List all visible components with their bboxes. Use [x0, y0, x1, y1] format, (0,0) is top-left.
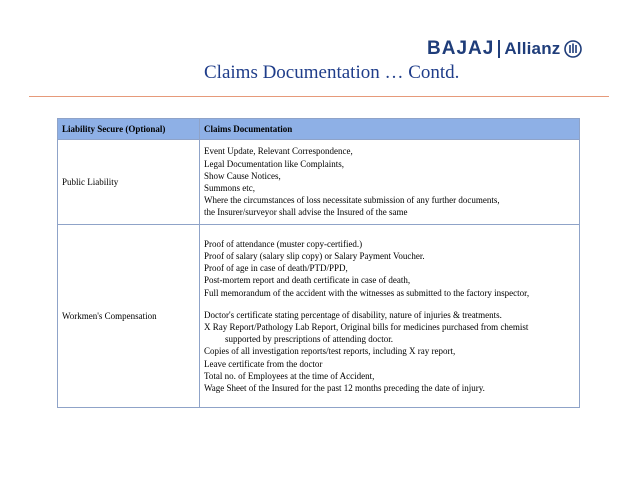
doc-line: Copies of all investigation reports/test reports, including X ray report,	[204, 346, 456, 357]
doc-line: Leave certificate from the doctor	[204, 358, 323, 369]
column-header-liability: Liability Secure (Optional)	[58, 119, 200, 140]
doc-line: Legal Documentation like Complaints,	[204, 158, 344, 169]
bajaj-allianz-logo	[427, 38, 582, 60]
page-title: Claims Documentation … Contd.	[204, 62, 460, 83]
doc-line: Proof of age in case of death/PTD/PPD,	[204, 263, 348, 274]
title-divider	[29, 96, 609, 97]
doc-line: the Insurer/surveyor shall advise the Insured of the same	[204, 207, 408, 218]
doc-line: supported by prescriptions of attending doctor.	[225, 334, 393, 345]
doc-line: Proof of salary (salary slip copy) or Salary Payment Voucher.	[204, 250, 425, 261]
doc-line: X Ray Report/Pathology Lab Report, Original bills for medicines purchased from chemist	[204, 322, 529, 332]
table-row	[58, 140, 580, 225]
documentation-cell	[200, 225, 580, 408]
table-header-row	[58, 119, 580, 140]
doc-line: Summons etc,	[204, 183, 255, 193]
logo-bajaj-text: BAJAJ	[427, 38, 495, 59]
doc-line: Wage Sheet of the Insured for the past 12 months preceding the date of injury.	[204, 383, 485, 394]
doc-line: Full memorandum of the accident with the witnesses as submitted to the factory inspector,	[204, 287, 530, 298]
doc-line: Show Cause Notices,	[204, 170, 281, 181]
doc-line: Post-mortem report and death certificate in case of death,	[204, 275, 411, 286]
doc-line: Doctor's certificate stating percentage of disability, nature of injuries & treatments.	[204, 309, 502, 320]
logo-divider	[498, 40, 500, 58]
doc-line: Total no. of Employees at the time of Accident,	[204, 370, 375, 381]
category-cell: Public Liability	[58, 140, 200, 225]
table-row	[58, 225, 580, 408]
claims-table	[57, 118, 580, 408]
doc-line: Proof of attendance (muster copy-certified.)	[204, 238, 363, 249]
doc-line: Where the circumstances of loss necessitate submission of any further documents,	[204, 195, 500, 206]
doc-line: Event Update, Relevant Correspondence,	[204, 146, 353, 157]
category-cell: Workmen's Compensation	[58, 225, 200, 408]
column-header-documentation: Claims Documentation	[200, 119, 580, 140]
allianz-eagle-icon	[564, 40, 582, 58]
documentation-cell	[200, 140, 580, 225]
paragraph-gap	[204, 299, 579, 309]
logo-allianz-text: Allianz	[504, 39, 561, 58]
